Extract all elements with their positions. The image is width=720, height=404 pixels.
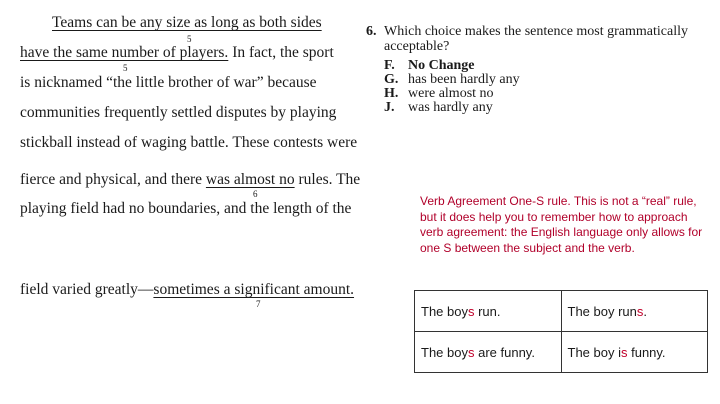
highlighted-s: s [636,303,644,319]
grammar-rule-note: Verb Agreement One-S rule. This is not a “real” rule, but it does help you to remember how to approach verb agreement: the English language only allows for one S between the subject and the verb. [420,194,703,255]
choice-g[interactable] [384,73,520,87]
passage-line-3: is nicknamed “the little brother of war” because [20,74,317,91]
table-row [415,332,708,373]
passage-line-7: playing field had no boundaries, and the length of the [20,200,352,217]
question-number: 6. [366,24,377,39]
passage-line-1 [52,14,322,32]
choice-text: were almost no [408,86,494,101]
choice-letter: F. [384,58,395,73]
examples-table [414,290,708,373]
highlighted-s: s [620,344,628,360]
underlined-phrase-7: sometimes a significant amount. [153,281,355,298]
table-cell: The boys run. [415,291,562,332]
choice-text: was hardly any [408,100,493,115]
choice-h[interactable] [384,87,494,101]
choice-letter: G. [384,72,399,87]
passage-line-2: have the same number of players. In fact, the sport [20,44,334,61]
question-marker-5b: 5 [123,63,128,73]
table-cell: The boys are funny. [415,332,562,373]
choice-letter: H. [384,86,399,101]
table-row [415,291,708,332]
choice-text: No Change [408,58,475,73]
passage-line-6: fierce and physical, and there was almost no rules. The [20,171,361,188]
choice-j[interactable] [384,101,493,115]
highlighted-s: s [467,303,475,319]
passage-line-5: stickball instead of waging battle. These contests were [20,134,358,151]
underlined-phrase-6: was almost no [205,171,295,188]
underlined-phrase-5a: Teams can be any size as long as both sides [52,14,322,31]
question-marker-5a: 5 [187,34,192,44]
passage-line-4: communities frequently settled disputes by playing [20,104,337,121]
choice-letter: J. [384,100,395,115]
choice-f[interactable] [384,59,475,73]
underlined-phrase-5b: have the same number of players. [20,44,229,61]
table-cell: The boy is funny. [561,332,708,373]
question-text: Which choice makes the sentence most grammatically acceptable? [384,24,688,54]
question-marker-7: 7 [256,299,261,309]
choice-text: has been hardly any [408,72,520,87]
table-cell: The boy runs. [561,291,708,332]
highlighted-s: s [467,344,475,360]
question-marker-6: 6 [253,189,258,199]
passage-line-8: field varied greatly—sometimes a significant amount. [20,281,355,298]
